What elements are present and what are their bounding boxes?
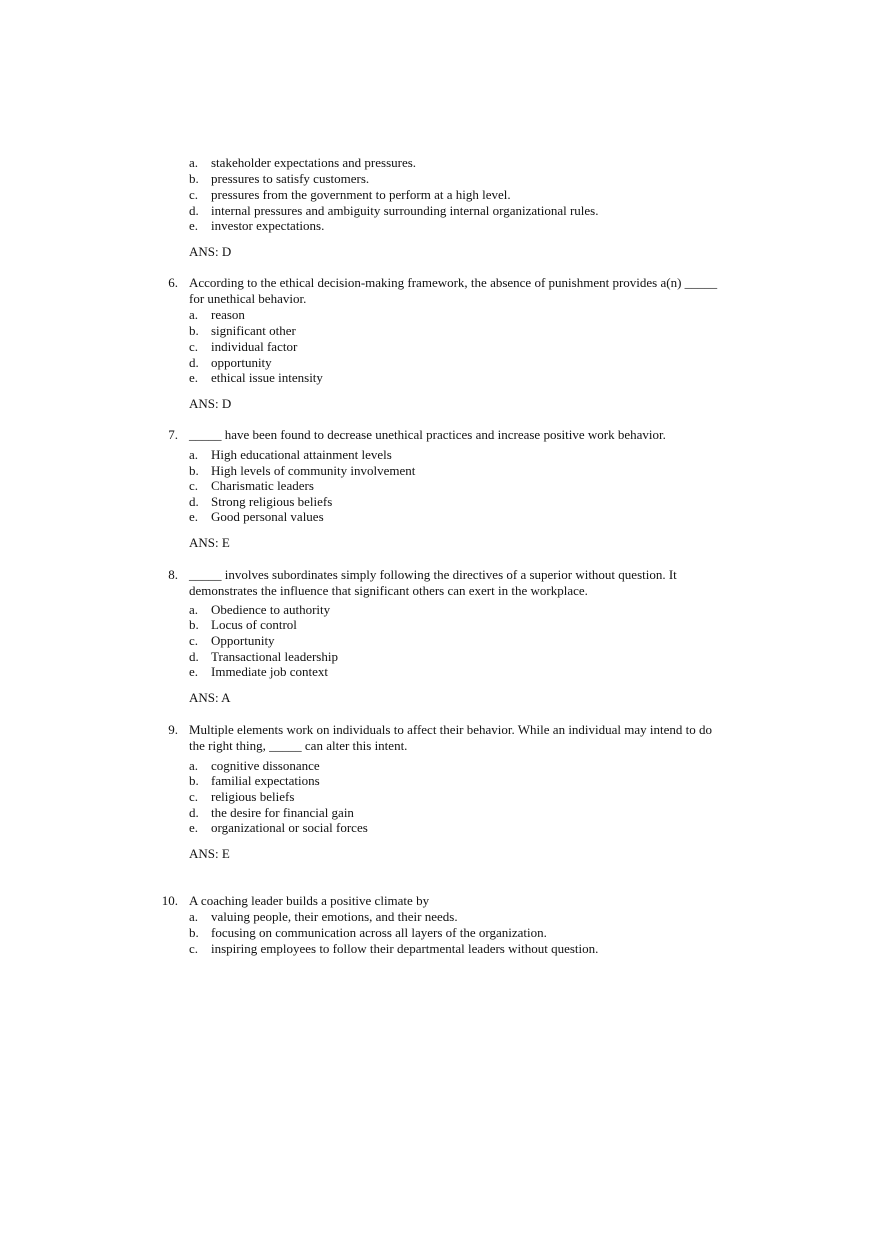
question-6-number: 6. [168, 275, 178, 290]
question-6-line-2: for unethical behavior. [189, 291, 307, 306]
question-7-number: 7. [168, 427, 178, 442]
question-10-line-1: A coaching leader builds a positive climate by [189, 893, 430, 908]
answer-6: ANS: D [189, 396, 232, 411]
question-9-number: 9. [168, 722, 178, 737]
document-page: a. stakeholder expectations and pressures. b. pressures to satisfy customers. c. pressures from the government to perform at a high level. d. internal pressures and ambiguity surrounding internal organizational rules. e. investor expectations. ANS: D 6. According to the ethical decision-making framework, the absence of punishment provides a(n) _____ for unethical behavior. a. reason b. significant other c. individual factor d. opportunity e. ethical issue intensity ANS: D 7. _____ have been found to decrease unethical practices and increase positive work behavior. a. High educational attainment levels b. High levels of community involvement c. Charismatic leaders d. Strong religious beliefs e. Good personal values ANS: E 8. _____ involves subordinates simply following the directives of a superior without question. It demonstrates the influence that significant others can exert in the workplace. a. Obedience to authority b. Locus of control c. Opportunity d. Transactional leadership e. Immediate job context ANS: A 9. Multiple elements work on individuals to affect their behavior. While an individual may intend to do the right thing, _____ can alter this intent. a. cognitive dissonance b. familial expectations c. religious beliefs d. the desire for financial gain e. organizational or social forces ANS: E 10. A coaching leader builds a positive climate by a. valuing people, their emotions, and their needs. b. focusing on communication across all layers of the organization. c. inspiring employees to follow their departmental leaders without question. [0, 0, 880, 1247]
answer-9: ANS: E [189, 846, 230, 861]
question-8-line-1: _____ involves subordinates simply following the directives of a superior without question. It [189, 567, 677, 582]
question-9-line-2: the right thing, _____ can alter this intent. [189, 738, 408, 753]
answer-8: ANS: A [189, 690, 231, 705]
answer-5: ANS: D [189, 244, 232, 259]
answer-7: ANS: E [189, 535, 230, 550]
question-8-number: 8. [168, 567, 178, 582]
question-6-line-1: According to the ethical decision-making framework, the absence of punishment provides a(n) _____ [189, 275, 718, 290]
question-10-number: 10. [161, 893, 178, 908]
question-9-line-1: Multiple elements work on individuals to affect their behavior. While an individual may intend to do [189, 722, 713, 737]
question-8-line-2: demonstrates the influence that significant others can exert in the workplace. [189, 583, 588, 598]
question-7-line-1: _____ have been found to decrease unethical practices and increase positive work behavior. [189, 427, 666, 442]
